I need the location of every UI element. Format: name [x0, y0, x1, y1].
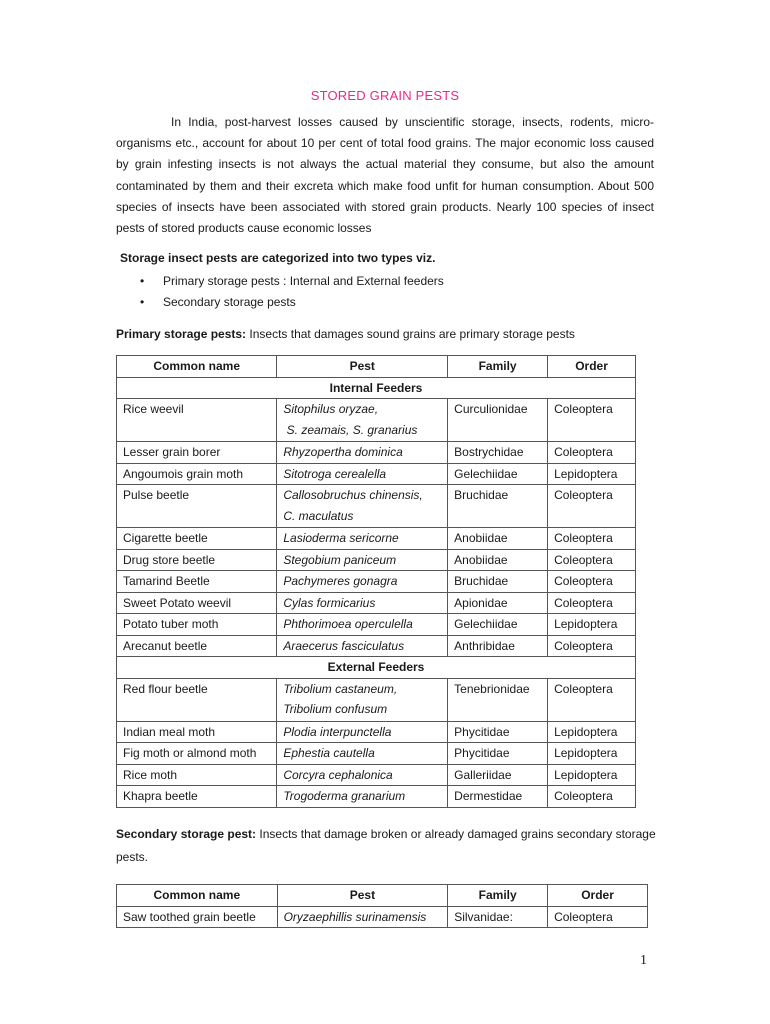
- cell-family: Bostrychidae: [448, 442, 548, 464]
- feeder-group-label: External Feeders: [117, 657, 636, 679]
- cell-family: Anthribidae: [448, 635, 548, 657]
- pest-name: Araecerus fasciculatus: [283, 638, 405, 653]
- cell-common-name: Angoumois grain moth: [117, 463, 277, 485]
- table-row: [117, 592, 636, 614]
- cell-family: Silvanidae:: [448, 906, 548, 928]
- cell-order: Coleoptera: [548, 906, 648, 928]
- cell-family: Phycitidae: [448, 743, 548, 765]
- pest-name: Rhyzopertha dominica: [283, 445, 403, 459]
- cell-order: Coleoptera: [548, 635, 636, 657]
- table-subheader-row: [117, 377, 636, 399]
- cell-pest: [277, 614, 448, 636]
- categories-list: [140, 271, 444, 313]
- pest-name: Lasioderma sericorne: [283, 531, 399, 545]
- cell-family: Curculionidae: [448, 399, 548, 442]
- table-row: [117, 721, 636, 743]
- cell-family: Dermestidae: [448, 786, 548, 808]
- cell-order: Coleoptera: [548, 549, 636, 571]
- header-order: Order: [548, 356, 636, 378]
- list-item-text: Secondary storage pests: [163, 295, 296, 309]
- cell-order: Coleoptera: [548, 442, 636, 464]
- cell-pest: [277, 743, 448, 765]
- cell-family: Phycitidae: [448, 721, 548, 743]
- table-row: [117, 485, 636, 528]
- intro-paragraph: In India, post-harvest losses caused by unscientific storage, insects, rodents, micro-organisms etc., account for about 10 per cent of total food grains. The major economic loss caused by grain infesting insects is not always the actual material they consume, but also the amount contaminated by them and their excreta which make food unfit for human consumption. About 500 species of insects have been associated with stored grain products. Nearly 100 species of insect pests of stored products cause economic losses: [116, 115, 654, 236]
- list-item: [140, 271, 444, 292]
- header-common-name: Common name: [117, 885, 278, 907]
- secondary-text: Insects that damage broken or already damaged grains secondary storage pests.: [116, 827, 656, 864]
- cell-pest: [277, 442, 448, 464]
- bullet-icon: •: [140, 295, 145, 309]
- cell-common-name: Pulse beetle: [117, 485, 277, 528]
- cell-common-name: Drug store beetle: [117, 549, 277, 571]
- cell-pest: [277, 549, 448, 571]
- cell-common-name: Fig moth or almond moth: [117, 743, 277, 765]
- list-item-text: Primary storage pests : Internal and External feeders: [163, 274, 444, 288]
- cell-common-name: Saw toothed grain beetle: [117, 906, 278, 928]
- header-family: Family: [448, 885, 548, 907]
- cell-pest: [277, 635, 448, 657]
- secondary-pests-table: [116, 884, 648, 928]
- cell-order: Lepidoptera: [548, 721, 636, 743]
- header-pest: Pest: [277, 356, 448, 378]
- page-title: STORED GRAIN PESTS: [310, 88, 460, 103]
- table-row: [117, 442, 636, 464]
- cell-order: Coleoptera: [548, 786, 636, 808]
- primary-pests-table: [116, 355, 636, 808]
- table-row: [117, 786, 636, 808]
- table-row: [117, 743, 636, 765]
- cell-common-name: Khapra beetle: [117, 786, 277, 808]
- table-subheader-row: [117, 657, 636, 679]
- cell-common-name: Potato tuber moth: [117, 614, 277, 636]
- categories-heading: Storage insect pests are categorized into two types viz.: [120, 251, 436, 265]
- primary-label: Primary storage pests:: [116, 327, 247, 341]
- cell-family: Gelechiidae: [448, 463, 548, 485]
- table-row: [117, 614, 636, 636]
- secondary-definition: [116, 823, 656, 869]
- table-header-row: [117, 356, 636, 378]
- cell-family: Galleriidae: [448, 764, 548, 786]
- primary-text: Insects that damages sound grains are primary storage pests: [246, 327, 575, 341]
- pest-name: Tribolium castaneum,: [283, 681, 398, 696]
- cell-pest: [277, 721, 448, 743]
- table-row: [117, 549, 636, 571]
- bullet-icon: •: [140, 274, 145, 288]
- table-header-row: [117, 885, 648, 907]
- pest-name: Tribolium confusum: [283, 702, 388, 716]
- table-row: [117, 764, 636, 786]
- pest-name: Plodia interpunctella: [283, 724, 392, 739]
- cell-family: Apionidae: [448, 592, 548, 614]
- pest-name: Trogoderma granarium: [283, 789, 406, 803]
- cell-family: Anobiidae: [448, 528, 548, 550]
- pest-name: Phthorimoea operculella: [283, 617, 413, 631]
- cell-family: Bruchidae: [448, 485, 548, 528]
- cell-family: Anobiidae: [448, 549, 548, 571]
- list-item: [140, 292, 444, 313]
- pest-name: C. maculatus: [283, 508, 354, 523]
- cell-order: Coleoptera: [548, 399, 636, 442]
- pest-name: Stegobium paniceum: [283, 552, 397, 567]
- cell-order: Coleoptera: [548, 571, 636, 593]
- cell-order: Lepidoptera: [548, 764, 636, 786]
- pest-name: Ephestia cautella: [283, 746, 375, 760]
- page-number: 1: [640, 953, 647, 968]
- cell-order: Lepidoptera: [548, 743, 636, 765]
- cell-common-name: Rice weevil: [117, 399, 277, 442]
- cell-pest: [277, 786, 448, 808]
- cell-family: Tenebrionidae: [448, 678, 548, 721]
- cell-common-name: Tamarind Beetle: [117, 571, 277, 593]
- cell-common-name: Lesser grain borer: [117, 442, 277, 464]
- pest-name: Callosobruchus chinensis,: [283, 488, 423, 502]
- pest-name: Corcyra cephalonica: [283, 767, 393, 782]
- cell-order: Coleoptera: [548, 592, 636, 614]
- pest-name: Oryzaephillis surinamensis: [283, 909, 427, 924]
- header-pest: Pest: [277, 885, 448, 907]
- cell-common-name: Cigarette beetle: [117, 528, 277, 550]
- cell-pest: [277, 528, 448, 550]
- cell-order: Coleoptera: [548, 485, 636, 528]
- cell-common-name: Sweet Potato weevil: [117, 592, 277, 614]
- cell-order: Coleoptera: [548, 678, 636, 721]
- cell-pest: [277, 592, 448, 614]
- pest-name: Sitotroga cerealella: [283, 466, 387, 481]
- cell-order: Coleoptera: [548, 528, 636, 550]
- pest-name: S. zeamais, S. granarius: [283, 422, 418, 437]
- header-common-name: Common name: [117, 356, 277, 378]
- cell-pest: [277, 678, 448, 721]
- table-row: [117, 678, 636, 721]
- feeder-group-label: Internal Feeders: [117, 377, 636, 399]
- cell-pest: [277, 463, 448, 485]
- cell-order: Lepidoptera: [548, 614, 636, 636]
- cell-common-name: Indian meal moth: [117, 721, 277, 743]
- primary-definition: [116, 327, 575, 341]
- cell-pest: [277, 485, 448, 528]
- table-row: [117, 463, 636, 485]
- cell-common-name: Arecanut beetle: [117, 635, 277, 657]
- cell-pest: [277, 571, 448, 593]
- cell-family: Bruchidae: [448, 571, 548, 593]
- table-row: [117, 528, 636, 550]
- pest-name: Cylas formicarius: [283, 595, 376, 610]
- cell-common-name: Rice moth: [117, 764, 277, 786]
- cell-pest: [277, 906, 448, 928]
- table-row: [117, 571, 636, 593]
- header-order: Order: [548, 885, 648, 907]
- cell-common-name: Red flour beetle: [117, 678, 277, 721]
- table-row: [117, 399, 636, 442]
- pest-name: Sitophilus oryzae,: [283, 402, 379, 416]
- table-row: [117, 635, 636, 657]
- pest-name: Pachymeres gonagra: [283, 574, 398, 588]
- cell-pest: [277, 399, 448, 442]
- cell-pest: [277, 764, 448, 786]
- cell-order: Lepidoptera: [548, 463, 636, 485]
- secondary-label: Secondary storage pest:: [116, 827, 257, 841]
- header-family: Family: [448, 356, 548, 378]
- table-row: [117, 906, 648, 928]
- cell-family: Gelechiidae: [448, 614, 548, 636]
